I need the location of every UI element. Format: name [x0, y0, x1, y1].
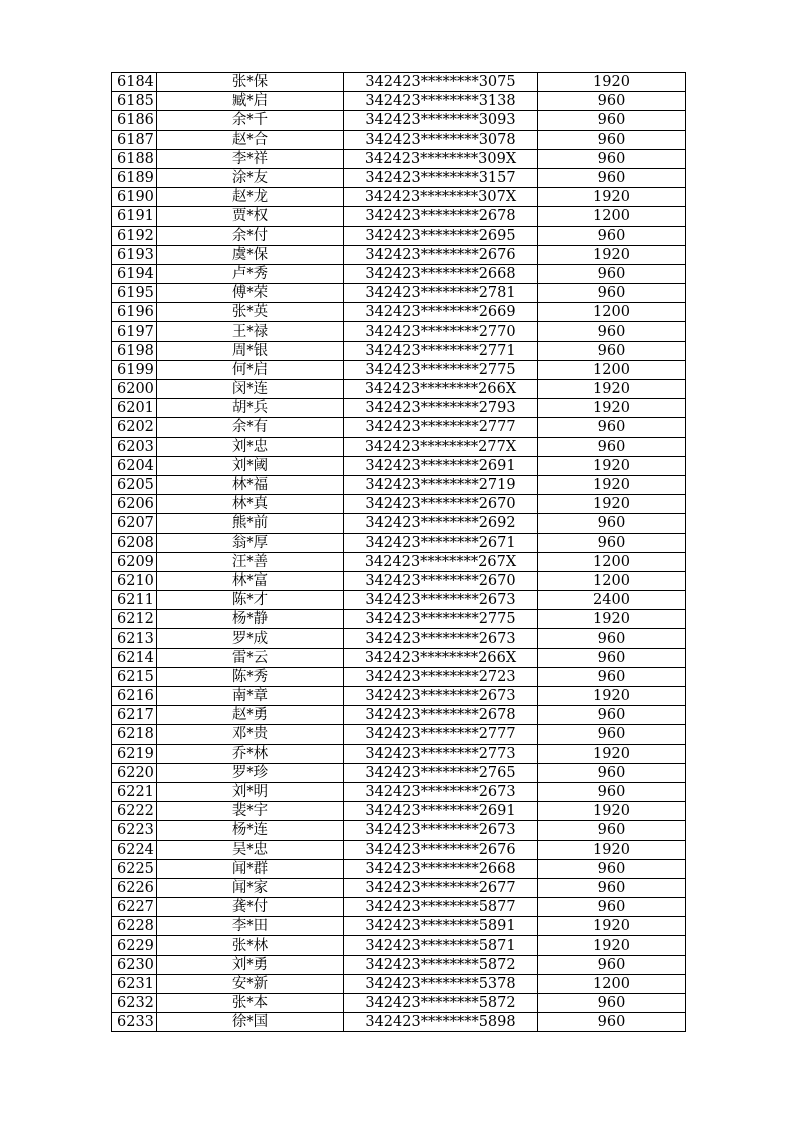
- name-cell: 虞*保: [157, 245, 344, 264]
- row-number-cell: 6224: [112, 840, 157, 859]
- id-number-cell: 342423********307X: [344, 188, 538, 207]
- id-number-cell: 342423********2770: [344, 322, 538, 341]
- name-cell: 王*禄: [157, 322, 344, 341]
- name-cell: 陈*秀: [157, 667, 344, 686]
- table-row: [112, 303, 686, 322]
- row-number-cell: 6189: [112, 168, 157, 187]
- row-number-cell: 6195: [112, 284, 157, 303]
- id-number-cell: 342423********3078: [344, 130, 538, 149]
- table-row: [112, 687, 686, 706]
- row-number-cell: 6197: [112, 322, 157, 341]
- row-number-cell: 6202: [112, 418, 157, 437]
- row-number-cell: 6194: [112, 264, 157, 283]
- table-row: [112, 725, 686, 744]
- name-cell: 雷*云: [157, 648, 344, 667]
- id-number-cell: 342423********2668: [344, 264, 538, 283]
- id-number-cell: 342423********2773: [344, 744, 538, 763]
- name-cell: 何*启: [157, 360, 344, 379]
- amount-cell: 960: [538, 898, 686, 917]
- table-row: [112, 706, 686, 725]
- amount-cell: 1920: [538, 188, 686, 207]
- row-number-cell: 6218: [112, 725, 157, 744]
- table-row: [112, 399, 686, 418]
- table-row: [112, 168, 686, 187]
- name-cell: 南*章: [157, 687, 344, 706]
- row-number-cell: 6184: [112, 73, 157, 92]
- amount-cell: 1200: [538, 974, 686, 993]
- row-number-cell: 6217: [112, 706, 157, 725]
- row-number-cell: 6214: [112, 648, 157, 667]
- row-number-cell: 6233: [112, 1013, 157, 1032]
- name-cell: 邓*贵: [157, 725, 344, 744]
- row-number-cell: 6231: [112, 974, 157, 993]
- amount-cell: 960: [538, 1013, 686, 1032]
- data-table: [111, 72, 686, 1032]
- amount-cell: 960: [538, 859, 686, 878]
- id-number-cell: 342423********2775: [344, 360, 538, 379]
- name-cell: 赵*勇: [157, 706, 344, 725]
- amount-cell: 1920: [538, 936, 686, 955]
- row-number-cell: 6190: [112, 188, 157, 207]
- name-cell: 罗*珍: [157, 763, 344, 782]
- id-number-cell: 342423********2669: [344, 303, 538, 322]
- name-cell: 周*银: [157, 341, 344, 360]
- amount-cell: 960: [538, 763, 686, 782]
- row-number-cell: 6213: [112, 629, 157, 648]
- table-row: [112, 821, 686, 840]
- row-number-cell: 6230: [112, 955, 157, 974]
- id-number-cell: 342423********2692: [344, 514, 538, 533]
- name-cell: 张*英: [157, 303, 344, 322]
- id-number-cell: 342423********2676: [344, 245, 538, 264]
- table-row: [112, 456, 686, 475]
- name-cell: 余*千: [157, 111, 344, 130]
- amount-cell: 1920: [538, 245, 686, 264]
- name-cell: 臧*启: [157, 92, 344, 111]
- row-number-cell: 6186: [112, 111, 157, 130]
- table-row: [112, 341, 686, 360]
- row-number-cell: 6215: [112, 667, 157, 686]
- name-cell: 刘*明: [157, 782, 344, 801]
- id-number-cell: 342423********2771: [344, 341, 538, 360]
- amount-cell: 1200: [538, 207, 686, 226]
- id-number-cell: 342423********3093: [344, 111, 538, 130]
- table-row: [112, 917, 686, 936]
- amount-cell: 960: [538, 725, 686, 744]
- table-row: [112, 552, 686, 571]
- id-number-cell: 342423********2673: [344, 591, 538, 610]
- amount-cell: 960: [538, 418, 686, 437]
- id-number-cell: 342423********5898: [344, 1013, 538, 1032]
- id-number-cell: 342423********2670: [344, 571, 538, 590]
- id-number-cell: 342423********2775: [344, 610, 538, 629]
- table-body: [112, 73, 686, 1032]
- amount-cell: 960: [538, 111, 686, 130]
- table-row: [112, 188, 686, 207]
- table-row: [112, 936, 686, 955]
- name-cell: 林*真: [157, 495, 344, 514]
- amount-cell: 960: [538, 955, 686, 974]
- name-cell: 林*福: [157, 475, 344, 494]
- row-number-cell: 6193: [112, 245, 157, 264]
- amount-cell: 1920: [538, 917, 686, 936]
- id-number-cell: 342423********2765: [344, 763, 538, 782]
- amount-cell: 960: [538, 667, 686, 686]
- amount-cell: 960: [538, 648, 686, 667]
- amount-cell: 2400: [538, 591, 686, 610]
- amount-cell: 960: [538, 168, 686, 187]
- name-cell: 杨*连: [157, 821, 344, 840]
- name-cell: 汪*善: [157, 552, 344, 571]
- id-number-cell: 342423********2691: [344, 456, 538, 475]
- name-cell: 贾*权: [157, 207, 344, 226]
- name-cell: 卢*秀: [157, 264, 344, 283]
- table-row: [112, 264, 686, 283]
- table-row: [112, 898, 686, 917]
- amount-cell: 1920: [538, 456, 686, 475]
- table-row: [112, 360, 686, 379]
- table-row: [112, 1013, 686, 1032]
- row-number-cell: 6221: [112, 782, 157, 801]
- amount-cell: 960: [538, 284, 686, 303]
- amount-cell: 960: [538, 821, 686, 840]
- row-number-cell: 6203: [112, 437, 157, 456]
- amount-cell: 1920: [538, 399, 686, 418]
- id-number-cell: 342423********5871: [344, 936, 538, 955]
- name-cell: 赵*合: [157, 130, 344, 149]
- table-row: [112, 840, 686, 859]
- table-row: [112, 878, 686, 897]
- amount-cell: 1920: [538, 744, 686, 763]
- id-number-cell: 342423********2670: [344, 495, 538, 514]
- id-number-cell: 342423********2673: [344, 782, 538, 801]
- name-cell: 陈*才: [157, 591, 344, 610]
- row-number-cell: 6225: [112, 859, 157, 878]
- name-cell: 李*祥: [157, 149, 344, 168]
- amount-cell: 1920: [538, 687, 686, 706]
- amount-cell: 960: [538, 264, 686, 283]
- amount-cell: 960: [538, 437, 686, 456]
- table-row: [112, 495, 686, 514]
- amount-cell: 960: [538, 782, 686, 801]
- id-number-cell: 342423********277X: [344, 437, 538, 456]
- table-row: [112, 955, 686, 974]
- id-number-cell: 342423********2793: [344, 399, 538, 418]
- name-cell: 余*付: [157, 226, 344, 245]
- id-number-cell: 342423********5877: [344, 898, 538, 917]
- name-cell: 翁*厚: [157, 533, 344, 552]
- row-number-cell: 6216: [112, 687, 157, 706]
- name-cell: 涂*友: [157, 168, 344, 187]
- row-number-cell: 6206: [112, 495, 157, 514]
- row-number-cell: 6205: [112, 475, 157, 494]
- amount-cell: 960: [538, 706, 686, 725]
- row-number-cell: 6187: [112, 130, 157, 149]
- id-number-cell: 342423********2777: [344, 725, 538, 744]
- table-row: [112, 73, 686, 92]
- table-row: [112, 667, 686, 686]
- row-number-cell: 6227: [112, 898, 157, 917]
- name-cell: 闻*家: [157, 878, 344, 897]
- row-number-cell: 6192: [112, 226, 157, 245]
- row-number-cell: 6222: [112, 802, 157, 821]
- table-row: [112, 92, 686, 111]
- row-number-cell: 6208: [112, 533, 157, 552]
- table-row: [112, 149, 686, 168]
- row-number-cell: 6200: [112, 380, 157, 399]
- amount-cell: 960: [538, 92, 686, 111]
- name-cell: 傅*荣: [157, 284, 344, 303]
- name-cell: 张*林: [157, 936, 344, 955]
- name-cell: 刘*阈: [157, 456, 344, 475]
- id-number-cell: 342423********3138: [344, 92, 538, 111]
- table-row: [112, 322, 686, 341]
- table-row: [112, 763, 686, 782]
- row-number-cell: 6204: [112, 456, 157, 475]
- table-row: [112, 284, 686, 303]
- table-row: [112, 475, 686, 494]
- id-number-cell: 342423********3075: [344, 73, 538, 92]
- amount-cell: 960: [538, 322, 686, 341]
- name-cell: 刘*勇: [157, 955, 344, 974]
- id-number-cell: 342423********2673: [344, 821, 538, 840]
- table-row: [112, 514, 686, 533]
- name-cell: 余*有: [157, 418, 344, 437]
- row-number-cell: 6188: [112, 149, 157, 168]
- name-cell: 胡*兵: [157, 399, 344, 418]
- table-row: [112, 994, 686, 1013]
- id-number-cell: 342423********2671: [344, 533, 538, 552]
- table-row: [112, 226, 686, 245]
- id-number-cell: 342423********5378: [344, 974, 538, 993]
- id-number-cell: 342423********2673: [344, 687, 538, 706]
- id-number-cell: 342423********2691: [344, 802, 538, 821]
- table-row: [112, 130, 686, 149]
- row-number-cell: 6211: [112, 591, 157, 610]
- row-number-cell: 6196: [112, 303, 157, 322]
- table-row: [112, 533, 686, 552]
- table-row: [112, 571, 686, 590]
- row-number-cell: 6199: [112, 360, 157, 379]
- table-row: [112, 111, 686, 130]
- table-row: [112, 610, 686, 629]
- name-cell: 李*田: [157, 917, 344, 936]
- amount-cell: 1920: [538, 380, 686, 399]
- row-number-cell: 6220: [112, 763, 157, 782]
- table-row: [112, 245, 686, 264]
- id-number-cell: 342423********2781: [344, 284, 538, 303]
- amount-cell: 960: [538, 994, 686, 1013]
- table-row: [112, 974, 686, 993]
- name-cell: 杨*静: [157, 610, 344, 629]
- name-cell: 闵*连: [157, 380, 344, 399]
- row-number-cell: 6191: [112, 207, 157, 226]
- name-cell: 赵*龙: [157, 188, 344, 207]
- row-number-cell: 6223: [112, 821, 157, 840]
- amount-cell: 1200: [538, 303, 686, 322]
- table-row: [112, 629, 686, 648]
- id-number-cell: 342423********2678: [344, 706, 538, 725]
- amount-cell: 960: [538, 514, 686, 533]
- amount-cell: 1920: [538, 802, 686, 821]
- name-cell: 张*本: [157, 994, 344, 1013]
- amount-cell: 1920: [538, 475, 686, 494]
- table-row: [112, 648, 686, 667]
- id-number-cell: 342423********2673: [344, 629, 538, 648]
- id-number-cell: 342423********2678: [344, 207, 538, 226]
- amount-cell: 960: [538, 149, 686, 168]
- row-number-cell: 6229: [112, 936, 157, 955]
- id-number-cell: 342423********309X: [344, 149, 538, 168]
- amount-cell: 960: [538, 629, 686, 648]
- name-cell: 闻*群: [157, 859, 344, 878]
- row-number-cell: 6210: [112, 571, 157, 590]
- id-number-cell: 342423********5872: [344, 994, 538, 1013]
- name-cell: 乔*林: [157, 744, 344, 763]
- id-number-cell: 342423********266X: [344, 380, 538, 399]
- name-cell: 裴*宇: [157, 802, 344, 821]
- row-number-cell: 6201: [112, 399, 157, 418]
- table-row: [112, 418, 686, 437]
- id-number-cell: 342423********2676: [344, 840, 538, 859]
- row-number-cell: 6226: [112, 878, 157, 897]
- amount-cell: 960: [538, 226, 686, 245]
- id-number-cell: 342423********266X: [344, 648, 538, 667]
- table-row: [112, 437, 686, 456]
- amount-cell: 1200: [538, 360, 686, 379]
- amount-cell: 1920: [538, 73, 686, 92]
- row-number-cell: 6207: [112, 514, 157, 533]
- id-number-cell: 342423********5891: [344, 917, 538, 936]
- row-number-cell: 6198: [112, 341, 157, 360]
- row-number-cell: 6209: [112, 552, 157, 571]
- amount-cell: 960: [538, 878, 686, 897]
- amount-cell: 1200: [538, 571, 686, 590]
- id-number-cell: 342423********5872: [344, 955, 538, 974]
- name-cell: 吴*忠: [157, 840, 344, 859]
- amount-cell: 960: [538, 533, 686, 552]
- name-cell: 安*新: [157, 974, 344, 993]
- amount-cell: 1920: [538, 495, 686, 514]
- table-row: [112, 782, 686, 801]
- name-cell: 刘*忠: [157, 437, 344, 456]
- id-number-cell: 342423********2719: [344, 475, 538, 494]
- amount-cell: 1920: [538, 840, 686, 859]
- amount-cell: 1920: [538, 610, 686, 629]
- name-cell: 罗*成: [157, 629, 344, 648]
- id-number-cell: 342423********2723: [344, 667, 538, 686]
- table-row: [112, 380, 686, 399]
- name-cell: 龚*付: [157, 898, 344, 917]
- name-cell: 林*富: [157, 571, 344, 590]
- name-cell: 徐*国: [157, 1013, 344, 1032]
- name-cell: 熊*前: [157, 514, 344, 533]
- row-number-cell: 6232: [112, 994, 157, 1013]
- row-number-cell: 6185: [112, 92, 157, 111]
- id-number-cell: 342423********2677: [344, 878, 538, 897]
- table-row: [112, 744, 686, 763]
- amount-cell: 1200: [538, 552, 686, 571]
- id-number-cell: 342423********2668: [344, 859, 538, 878]
- amount-cell: 960: [538, 341, 686, 360]
- id-number-cell: 342423********267X: [344, 552, 538, 571]
- row-number-cell: 6212: [112, 610, 157, 629]
- id-number-cell: 342423********3157: [344, 168, 538, 187]
- row-number-cell: 6228: [112, 917, 157, 936]
- table-row: [112, 207, 686, 226]
- table-row: [112, 859, 686, 878]
- id-number-cell: 342423********2695: [344, 226, 538, 245]
- table-row: [112, 591, 686, 610]
- table-row: [112, 802, 686, 821]
- name-cell: 张*保: [157, 73, 344, 92]
- row-number-cell: 6219: [112, 744, 157, 763]
- id-number-cell: 342423********2777: [344, 418, 538, 437]
- amount-cell: 960: [538, 130, 686, 149]
